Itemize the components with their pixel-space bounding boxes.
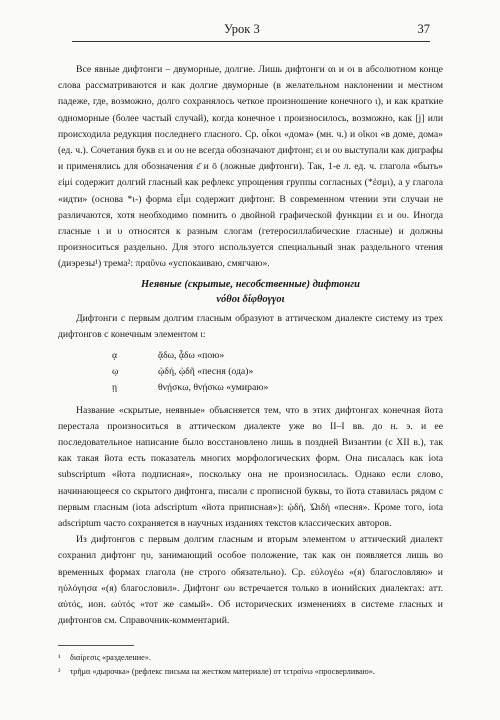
paragraph-upsilon-diphthongs: Из дифтонгов с первым долгим гласным и вторым элементом υ аттический диалект сохранил дифтонг ηυ, занимающий особое положение, так как он появляется лишь во временных формах глагола (не строго обязательно). Ср. εὐλογέω «(я) благословляю» и ηὐλόγησα «(я) благословил». Дифтонг ωυ встречается только в ионийских диалектах: атт. αὐτός, ион. ωὐτός «тот же самый». Об исторических изменениях в системе гласных и дифтонгов см. Справочник-комментарий. [58, 534, 443, 627]
footnote-rule [58, 645, 134, 646]
diphthong-example: ᾠδή, ᾠδῆ «песня (ода)» [158, 366, 254, 378]
diphthong-example: θνῄσκω, θνῄσκω «умираю» [158, 382, 269, 394]
footnote-text: διαίρεσις «разделение». [70, 653, 151, 662]
footnote-mark: ² [58, 667, 61, 676]
footnote-mark: ¹ [58, 653, 61, 662]
diphthong-symbol: ᾳ [112, 350, 118, 362]
diphthong-example: ᾄδω, ᾆδω «пою» [158, 350, 225, 362]
page-number: 37 [417, 22, 430, 36]
table-row [112, 380, 268, 396]
table-row [112, 348, 268, 364]
body-text [58, 62, 443, 630]
header-rule [72, 41, 430, 42]
paragraph-hidden-explanation: Название «скрытые, неявные» объясняется тем, что в этих дифтонгах конечная йота перестала произноситься в аттическом диалекте уже во II–I вв. до н. э. и ее последовательное написание было восстановлено лишь в поздней Византии (с XII в.), так как такая йота есть показатель многих морфологических форм. Она писалась как iota subscriptum «йота подписная», поскольку она не произносилась. Однако если слово, начинающееся со скрытого дифтонга, писали с прописной буквы, то йота ставилась рядом с первым гласным (iota adscriptum «йота приписная»): ᾠδή, Ὠιδή «песня». Кроме того, iota adscriptum часто сохраняется в научных изданиях текстов классических авторов. [58, 404, 443, 530]
footnote-1 [58, 651, 448, 665]
diphthong-table [112, 348, 268, 397]
running-head [72, 22, 430, 38]
section-heading-greek: νόθοι δίφθογγοι [216, 293, 285, 305]
diphthong-symbol: ῳ [112, 366, 119, 378]
footnote-text: τρῆμα «дырочка» (рефлекс письма на жестком материале) от τετραίνω «просверливаю». [70, 667, 375, 676]
footnotes [58, 651, 448, 679]
table-row [112, 364, 268, 380]
footnote-2 [58, 665, 448, 679]
diphthong-symbol: ῃ [112, 382, 118, 394]
paragraph-long-diphthongs-intro: Дифтонги с первым долгим гласным образуют в аттическом диалекте систему из трех дифтонгов с конечным элементом ι: [58, 312, 443, 340]
paragraph-explicit-diphthongs: Все явные дифтонги – двуморные, долгие. Лишь дифтонги αι и οι в абсолютном конце слова рассматриваются и как долгие двуморные (в желательном наклонении и местном падеже, где, возможно, долго сохранялось четкое произношение конечного ι), и как краткие одноморные (более частый случай), когда конечное ι произносилось, возможно, как [j] или происходила редукция последнего гласного. Ср. οἶκοι «дома» (мн. ч.) и οἴκοι «в доме, дома» (ед. ч.). Сочетания букв ει и ου не всегда обозначают дифтонг, ει и ου выступали как диграфы и применялись для обозначения ε̄ и ō (ложные дифтонги). Так, 1-е л. ед. ч. глагола «быть» εἰμί содержит долгий гласный как рефлекс упрощения группы согласных (*ἐσμι), а у глагола «идти» (основа *ι-) форма εἶμι содержит дифтонг. В современном чтении эти случаи не различаются, хотя необходимо помнить о двойной графической функции ει и ου. Иногда гласные ι и υ относятся к разным слогам (гетеросиллабические гласные) и должны произноситься раздельно. Для этого используется специальный знак раздельного чтения (диэрезы¹) трема²: πραΰνω «успокаиваю, смягчаю». [58, 64, 443, 270]
section-heading-russian: Неявные (скрытые, несобственные) дифтонги [141, 278, 360, 290]
section-heading [58, 277, 443, 307]
lesson-title: Урок 3 [224, 22, 260, 36]
